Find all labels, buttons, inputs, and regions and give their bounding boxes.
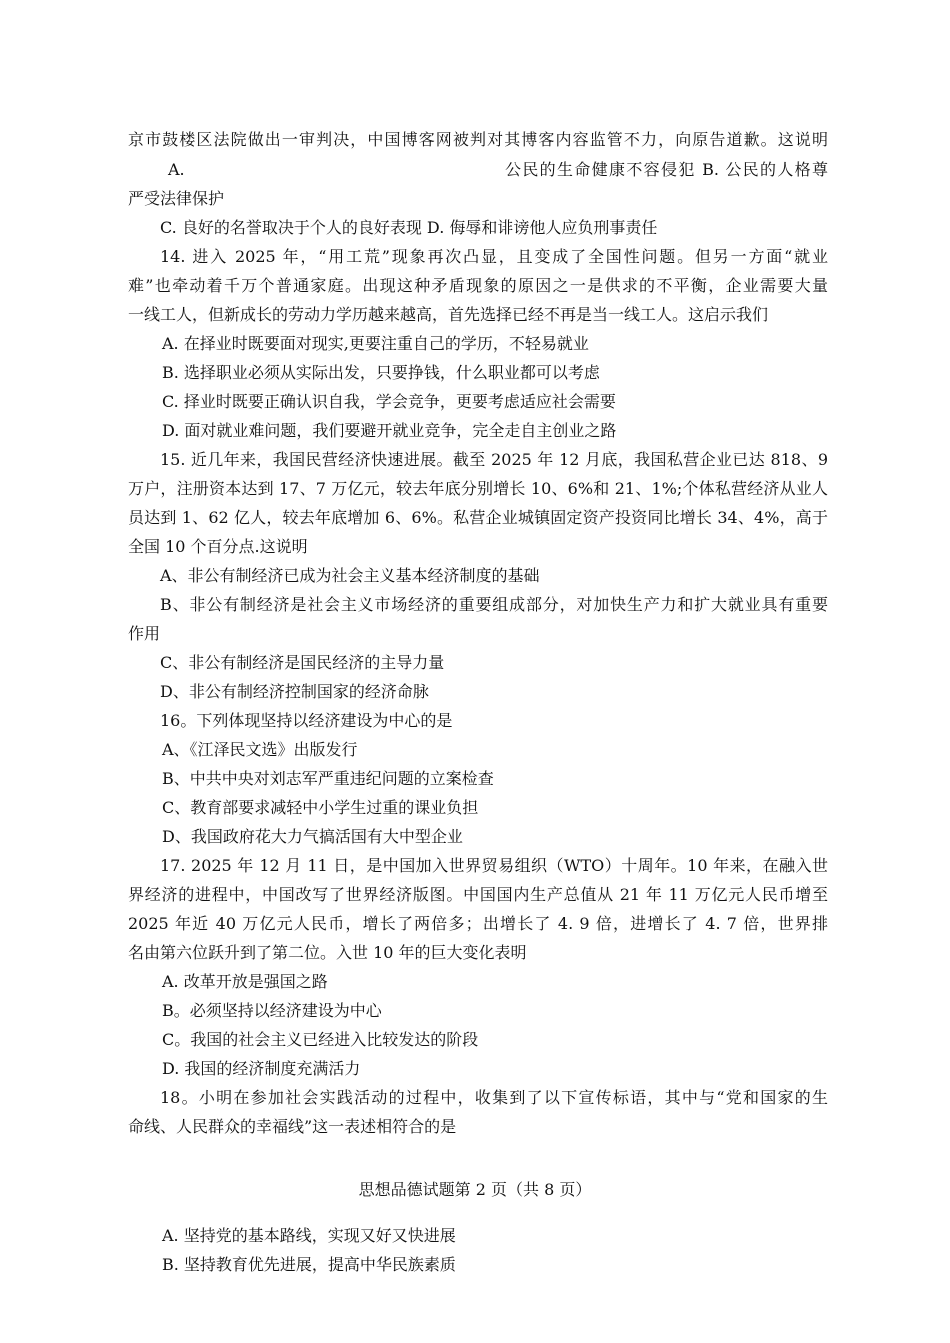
q13-option-a-label: A. (168, 160, 185, 179)
q14-option-c: C. 择业时既要正确认识自我，学会竞争，更要考虑适应社会需要 (162, 392, 616, 411)
q15-stem-line-4: 全国 10 个百分点.这说明 (128, 537, 308, 556)
q15-stem-line-1: 15. 近几年来，我国民营经济快速进展。截至 2025 年 12 月底，我国私营企业已达 818、9 (160, 450, 828, 469)
q16-option-d: D、我国政府花大力气搞活国有大中型企业 (162, 827, 463, 846)
q15-option-a: A、非公有制经济已成为社会主义基本经济制度的基础 (160, 566, 540, 585)
q18-stem-line-1: 18。小明在参加社会实践活动的过程中，收集到了以下宣传标语，其中与“党和国家的生 (160, 1088, 828, 1107)
q13-text-line: 京市鼓楼区法院做出一审判决，中国博客网被判对其博客内容监管不力，向原告道歉。这说明 (128, 130, 828, 149)
q13-options-c-d: C. 良好的名誉取决于个人的良好表现 D. 侮辱和诽谤他人应负刑事责任 (160, 218, 658, 237)
q15-option-b-line-2: 作用 (128, 624, 161, 643)
page-footer: 思想品德试题第 2 页（共 8 页） (358, 1180, 592, 1199)
q14-stem-line-3: 一线工人，但新成长的劳动力学历越来越高，首先选择已经不再是当一线工人。这启示我们 (128, 305, 769, 324)
q17-stem-line-2: 界经济的进程中，中国改写了世界经济版图。中国国内生产总值从 21 年 11 万亿元人民币增至 (128, 885, 828, 904)
q17-stem-line-4: 名由第六位跃升到了第二位。入世 10 年的巨大变化表明 (128, 943, 527, 962)
q15-option-c: C、非公有制经济是国民经济的主导力量 (160, 653, 445, 672)
q17-option-c: C。我国的社会主义已经进入比较发达的阶段 (162, 1030, 479, 1049)
q17-option-a: A. 改革开放是强国之路 (162, 972, 328, 991)
q15-stem-line-2: 万户，注册资本达到 17、7 万亿元，较去年底分别增长 10、6%和 21、1%;个体私营经济从业人 (128, 479, 828, 498)
q17-stem-line-1: 17. 2025 年 12 月 11 日，是中国加入世界贸易组织（WTO）十周年。10 年来，在融入世 (160, 856, 828, 875)
q16-option-c: C、教育部要求减轻中小学生过重的课业负担 (162, 798, 479, 817)
q18-option-b: B. 坚持教育优先进展，提高中华民族素质 (162, 1255, 456, 1274)
q17-option-d: D. 我国的经济制度充满活力 (162, 1059, 361, 1078)
q15-stem-line-3: 员达到 1、62 亿人，较去年底增加 6、6%。私营企业城镇固定资产投资同比增长 34、4%，高于 (128, 508, 828, 527)
q18-stem-line-2: 命线、人民群众的幸福线”这一表述相符合的是 (128, 1117, 457, 1136)
q14-option-a: A. 在择业时既要面对现实,更要注重自己的学历，不轻易就业 (162, 334, 589, 353)
q16-option-a: A、《江泽民文选》出版发行 (162, 740, 358, 759)
q17-stem-line-3: 2025 年近 40 万亿元人民币，增长了两倍多；出增长了 4. 9 倍，进增长了 4. 7 倍，世界排 (128, 914, 828, 933)
q18-option-a: A. 坚持党的基本路线，实现又好又快进展 (162, 1226, 456, 1245)
q16-option-b: B、中共中央对刘志军严重违纪问题的立案检查 (162, 769, 494, 788)
q14-stem-line-2: 难”也牵动着千万个普通家庭。出现这种矛盾现象的原因之一是供求的不平衡，企业需要大量 (128, 276, 828, 295)
q17-option-b: B。必须坚持以经济建设为中心 (162, 1001, 382, 1020)
q13-option-b-continued: 严受法律保护 (128, 189, 225, 208)
q14-stem-line-1: 14. 进入 2025 年，“用工荒”现象再次凸显，且变成了全国性问题。但另一方面“就业 (160, 247, 828, 266)
q15-option-b-line-1: B、非公有制经济是社会主义市场经济的重要组成部分，对加快生产力和扩大就业具有重要 (160, 595, 828, 614)
q13-option-a-b-text: 公民的生命健康不容侵犯 B. 公民的人格尊 (505, 160, 828, 179)
q14-option-d: D. 面对就业难问题，我们要避开就业竞争，完全走自主创业之路 (162, 421, 617, 440)
q16-stem: 16。下列体现坚持以经济建设为中心的是 (160, 711, 453, 730)
q14-option-b: B. 选择职业必须从实际出发，只要挣钱，什么职业都可以考虑 (162, 363, 600, 382)
q15-option-d: D、非公有制经济控制国家的经济命脉 (160, 682, 429, 701)
